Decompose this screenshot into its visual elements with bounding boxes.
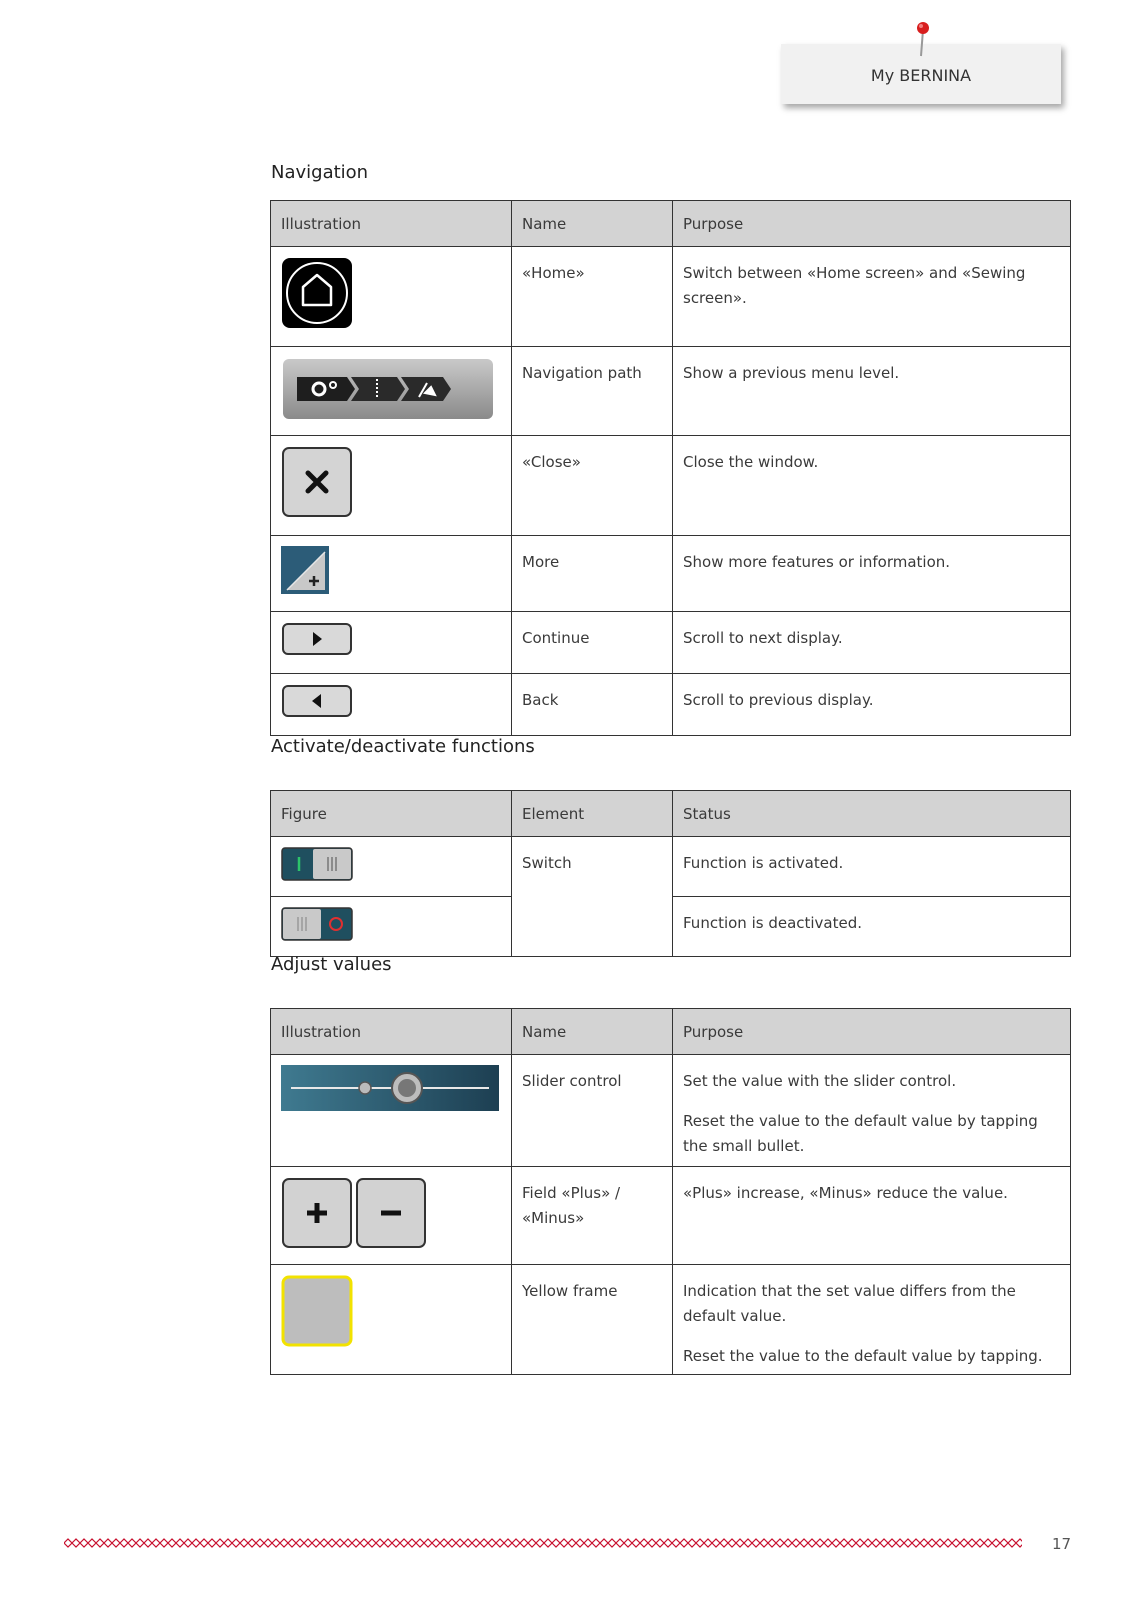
row-purpose: Close the window. — [673, 436, 1071, 536]
row-purpose: Show a previous menu level. — [673, 347, 1071, 436]
column-header: Status — [673, 791, 1071, 837]
row-purpose-secondary: Reset the value to the default value by tapping the small bullet. — [683, 1112, 1038, 1155]
switch-on-icon[interactable] — [281, 847, 353, 881]
row-name: «Close» — [512, 436, 673, 536]
section-title-adjust: Adjust values — [271, 954, 392, 975]
row-purpose: Switch between «Home screen» and «Sewing screen». — [673, 247, 1071, 347]
plus-minus-icon[interactable] — [281, 1177, 427, 1249]
column-header: Name — [512, 201, 673, 247]
row-purpose: Scroll to next display. — [673, 612, 1071, 674]
row-name: Continue — [512, 612, 673, 674]
navigation-table — [270, 200, 1071, 736]
row-purpose: Set the value with the slider control. — [683, 1072, 957, 1090]
row-name: Yellow frame — [512, 1265, 673, 1375]
navigation-path-icon[interactable] — [281, 357, 495, 421]
home-icon[interactable] — [281, 257, 353, 329]
header-tab-label: My BERNINA — [870, 66, 972, 85]
table-header-row — [271, 791, 1071, 837]
table-row — [271, 247, 1071, 347]
column-header: Purpose — [673, 201, 1071, 247]
row-name: More — [512, 536, 673, 612]
row-purpose-secondary: Reset the value to the default value by tapping. — [683, 1347, 1043, 1365]
back-arrow-icon[interactable] — [281, 684, 353, 718]
table-row — [271, 1167, 1071, 1265]
close-icon[interactable] — [281, 446, 353, 518]
table-row — [271, 612, 1071, 674]
row-purpose: Indication that the set value differs from the default value. — [683, 1282, 1016, 1325]
column-header: Figure — [271, 791, 512, 837]
continue-arrow-icon[interactable] — [281, 622, 353, 656]
more-icon[interactable] — [281, 546, 329, 594]
row-name: Navigation path — [512, 347, 673, 436]
pin-icon — [911, 20, 935, 60]
row-purpose: Show more features or information. — [673, 536, 1071, 612]
activate-table — [270, 790, 1071, 957]
table-row — [271, 436, 1071, 536]
row-name: Back — [512, 674, 673, 736]
adjust-table — [270, 1008, 1071, 1375]
row-name: Slider control — [512, 1055, 673, 1167]
row-name: Field «Plus» / «Minus» — [512, 1167, 673, 1265]
table-row — [271, 1265, 1071, 1375]
row-purpose: «Plus» increase, «Minus» reduce the value. — [673, 1167, 1071, 1265]
row-status: Function is activated. — [673, 837, 1071, 897]
section-title-navigation: Navigation — [271, 162, 369, 183]
row-status: Function is deactivated. — [673, 897, 1071, 957]
column-header: Element — [512, 791, 673, 837]
switch-off-icon[interactable] — [281, 907, 353, 941]
slider-control-icon[interactable] — [281, 1065, 499, 1111]
row-purpose: Scroll to previous display. — [673, 674, 1071, 736]
page-number: 17 — [1052, 1535, 1072, 1553]
column-header: Name — [512, 1009, 673, 1055]
plus-button[interactable] — [283, 1179, 351, 1247]
column-header: Illustration — [271, 201, 512, 247]
table-row — [271, 347, 1071, 436]
table-row — [271, 1055, 1071, 1167]
table-row — [271, 536, 1071, 612]
decorative-stitch-line — [64, 1538, 1022, 1548]
column-header: Purpose — [673, 1009, 1071, 1055]
table-row — [271, 837, 1071, 897]
table-row — [271, 674, 1071, 736]
minus-button[interactable] — [357, 1179, 425, 1247]
section-title-activate: Activate/deactivate functions — [271, 736, 535, 757]
table-header-row — [271, 1009, 1071, 1055]
yellow-frame-icon[interactable] — [281, 1275, 353, 1347]
table-header-row — [271, 201, 1071, 247]
row-name: «Home» — [512, 247, 673, 347]
column-header: Illustration — [271, 1009, 512, 1055]
row-element: Switch — [512, 837, 673, 957]
